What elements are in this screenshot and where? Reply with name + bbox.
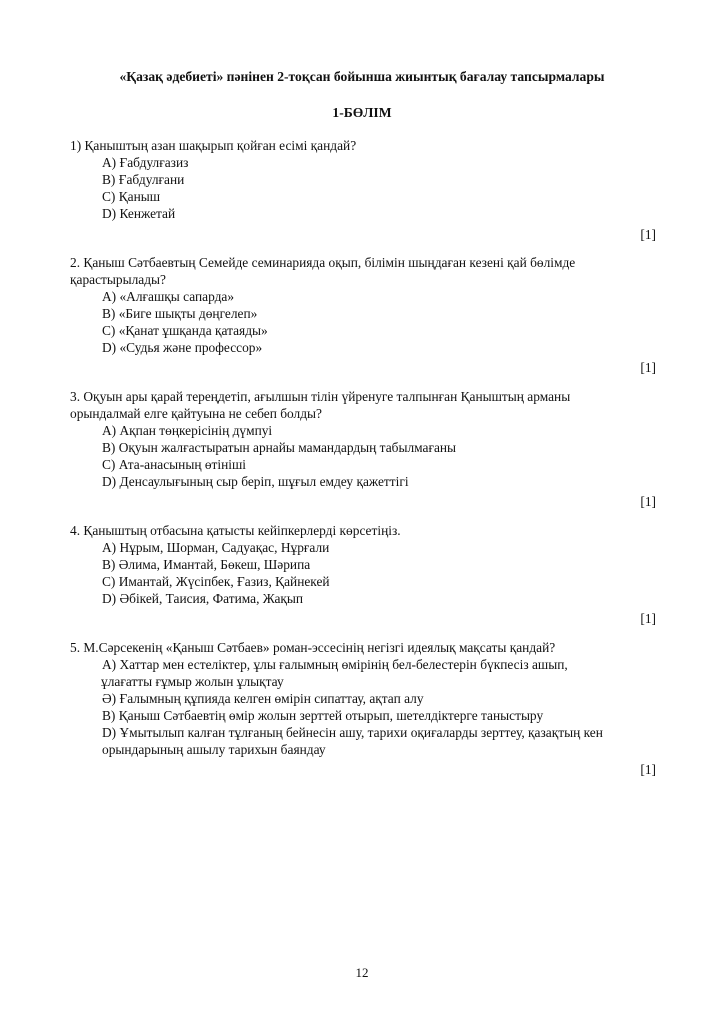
question-text: 3. Оқуын ары қарай тереңдетіп, ағылшын тілін үйренуге талпынған Қаныштың арманы	[70, 389, 571, 404]
question-5	[70, 639, 656, 778]
question-text: 2. Қаныш Сәтбаевтың Семейде семинарияда оқып, білімін шыңдаған кезені қай бөлімде	[70, 255, 576, 270]
option-c: C) Ата-анасының өтініші	[102, 457, 247, 472]
option-a: A) Ақпан төңкерісінің дүмпуі	[102, 423, 273, 438]
option-ae: Ә) Ғалымның құпияда келген өмірін сипаттау, ақтап алу	[102, 691, 424, 706]
option-b: B) Әлима, Имантай, Бөкеш, Шәрипа	[102, 557, 311, 572]
question-text: 5. М.Сәрсекенің «Қаныш Сәтбаев» роман-эссесінің негізгі идеялық мақсаты қандай?	[70, 640, 556, 655]
option-b: B) «Биге шықты дөңгелеп»	[102, 306, 258, 321]
question-4	[70, 522, 656, 627]
option-c: C) «Қанат ұшқанда қатаяды»	[102, 323, 268, 338]
options-list	[70, 656, 656, 758]
option-a: A) «Алғашқы сапарда»	[102, 289, 235, 304]
page-number: 12	[355, 965, 369, 980]
option-d-continued: орындарының ашылу тарихын баяндау	[102, 742, 326, 757]
options-list	[70, 539, 656, 607]
option-d: D) «Судья және профессор»	[102, 340, 263, 355]
options-list	[70, 422, 656, 490]
option-a: A) Ғабдулғазиз	[102, 155, 189, 170]
option-d: D) Денсаулығының сыр беріп, шұғыл емдеу қажеттігі	[102, 474, 409, 489]
question-text: 1) Қаныштың азан шақырып қойған есімі қандай?	[70, 138, 357, 153]
page-title: «Қазақ әдебиеті» пәнінен 2-тоқсан бойынша жиынтық бағалау тапсырмалары	[119, 69, 605, 84]
option-a: A) Хаттар мен естеліктер, ұлы ғалымның өмірінің бел-белестерін бүкпесіз ашып,	[102, 657, 568, 672]
score-mark: [1]	[640, 494, 656, 509]
question-2	[70, 254, 656, 376]
question-text-continued: қарастырылады?	[70, 272, 166, 287]
question-text-continued: орындалмай елге қайтуына не себеп болды?	[70, 406, 322, 421]
options-list	[70, 154, 656, 222]
option-b: B) Оқуын жалғастыратын арнайы мамандардың табылмағаны	[102, 440, 457, 455]
option-d: D) Кенжетай	[102, 206, 176, 221]
question-3	[70, 388, 656, 510]
score-mark: [1]	[640, 762, 656, 777]
score-mark: [1]	[640, 611, 656, 626]
option-a-continued: ұлағатты ғұмыр жолын ұлықтау	[101, 674, 284, 689]
option-d: D) Әбікей, Таисия, Фатима, Жақып	[102, 591, 304, 606]
options-list	[70, 288, 656, 356]
option-a: A) Нұрым, Шорман, Садуақас, Нұрғали	[102, 540, 330, 555]
option-b: B) Ғабдулғани	[102, 172, 185, 187]
section-heading: 1-БӨЛІМ	[332, 105, 392, 120]
question-1	[70, 137, 656, 243]
option-d: D) Ұмытылып калған тұлғаның бейнесін ашу, тарихи оқиғаларды зерттеу, қазақтың кен	[102, 725, 603, 740]
score-mark: [1]	[640, 360, 656, 375]
option-b: B) Қаныш Сәтбаевтің өмір жолын зерттей отырып, шетелдіктерге таныстыру	[102, 708, 544, 723]
score-mark: [1]	[640, 227, 656, 242]
option-c: C) Имантай, Жүсіпбек, Ғазиз, Қайнекей	[102, 574, 330, 589]
question-text: 4. Қаныштың отбасына қатысты кейіпкерлерді көрсетіңіз.	[70, 523, 401, 538]
option-c: C) Қаныш	[102, 189, 161, 204]
